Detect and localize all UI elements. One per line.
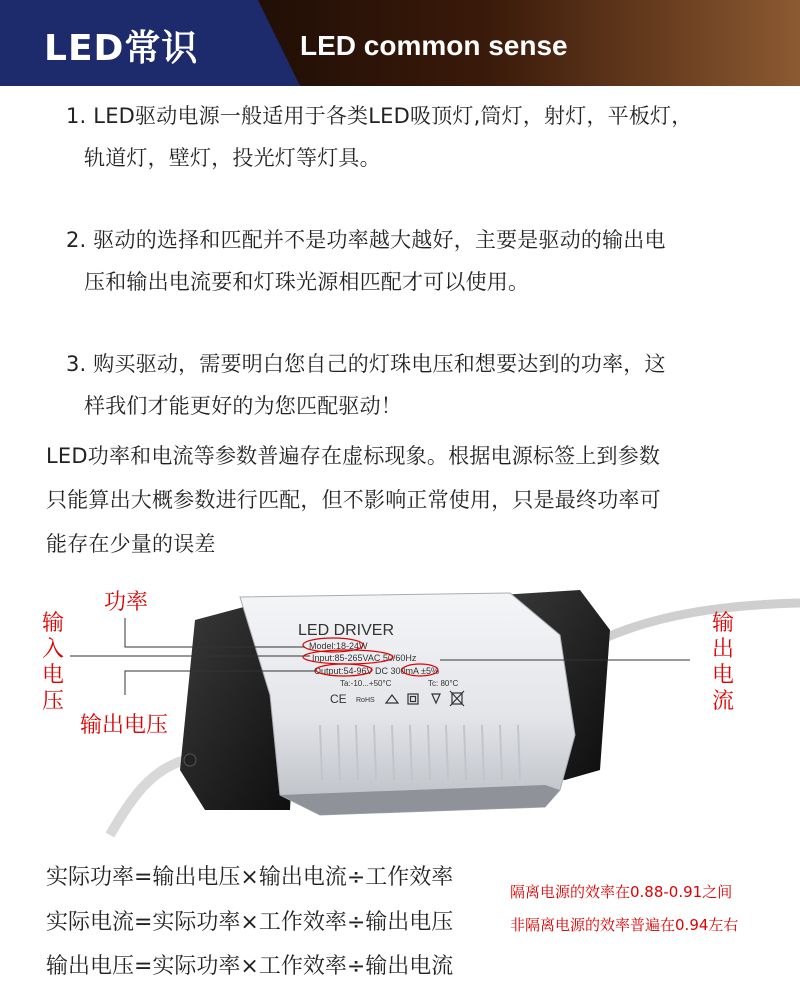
left-cable xyxy=(110,760,185,835)
tip-1-line-2: 轨道灯，壁灯，投光灯等灯具。 xyxy=(84,146,381,170)
driver-figure xyxy=(0,575,800,845)
note-line-1: LED功率和电流等参数普遍存在虚标现象。根据电源标签上到参数 xyxy=(46,444,661,468)
isolated-efficiency-note: 隔离电源的效率在0.88-0.91之间 xyxy=(510,883,733,901)
label-ce: CE xyxy=(330,692,347,706)
right-cable xyxy=(590,603,800,645)
page-title: LED常识 xyxy=(44,28,199,69)
formula-power: 实际功率=输出电压×输出电流÷工作效率 xyxy=(46,865,454,890)
label-input: Input:85-265VAC 50/60Hz xyxy=(312,653,417,663)
power-label: 功率 xyxy=(104,590,149,615)
non-isolated-efficiency-note: 非隔离电源的效率普遍在0.94左右 xyxy=(510,916,739,934)
output-voltage-label: 输出电压 xyxy=(80,713,169,738)
page-subtitle: LED common sense xyxy=(300,30,568,61)
label-rohs: RoHS xyxy=(356,697,375,704)
formula-voltage: 输出电压=实际功率×工作效率÷输出电流 xyxy=(46,954,454,979)
accuracy-note xyxy=(46,434,766,566)
tip-3-line-1: 3. 购买驱动，需要明白您自己的灯珠电压和想要达到的功率，这 xyxy=(66,352,666,376)
note-line-3: 能存在少量的误差 xyxy=(46,532,216,556)
tip-3-line-2: 样我们才能更好的为您匹配驱动！ xyxy=(84,394,402,418)
header-banner xyxy=(0,0,800,86)
label-title: LED DRIVER xyxy=(298,622,395,639)
tip-2 xyxy=(66,219,766,303)
tip-2-line-1: 2. 驱动的选择和匹配并不是功率越大越好，主要是驱动的输出电 xyxy=(66,228,666,252)
input-voltage-label: 输入电压 xyxy=(42,611,65,714)
tip-3 xyxy=(66,343,766,427)
screw-icon xyxy=(184,754,196,766)
tip-1-line-1: 1. LED驱动电源一般适用于各类LED吸顶灯,筒灯，射灯，平板灯， xyxy=(66,104,693,128)
label-tc: Tc: 80°C xyxy=(428,679,459,688)
label-model: Model:18-24W xyxy=(309,641,368,651)
tip-2-line-2: 压和输出电流要和灯珠光源相匹配才可以使用。 xyxy=(84,270,530,294)
output-current-label: 输出电流 xyxy=(712,611,735,714)
formula-current: 实际电流=实际功率×工作效率÷输出电压 xyxy=(46,910,454,935)
note-line-2: 只能算出大概参数进行匹配，但不影响正常使用，只是最终功率可 xyxy=(46,488,661,512)
label-output: Output:54-96V DC 300mA ±5% xyxy=(314,666,440,676)
tip-1 xyxy=(66,95,766,179)
label-ta: Ta:-10...+50°C xyxy=(340,679,392,688)
